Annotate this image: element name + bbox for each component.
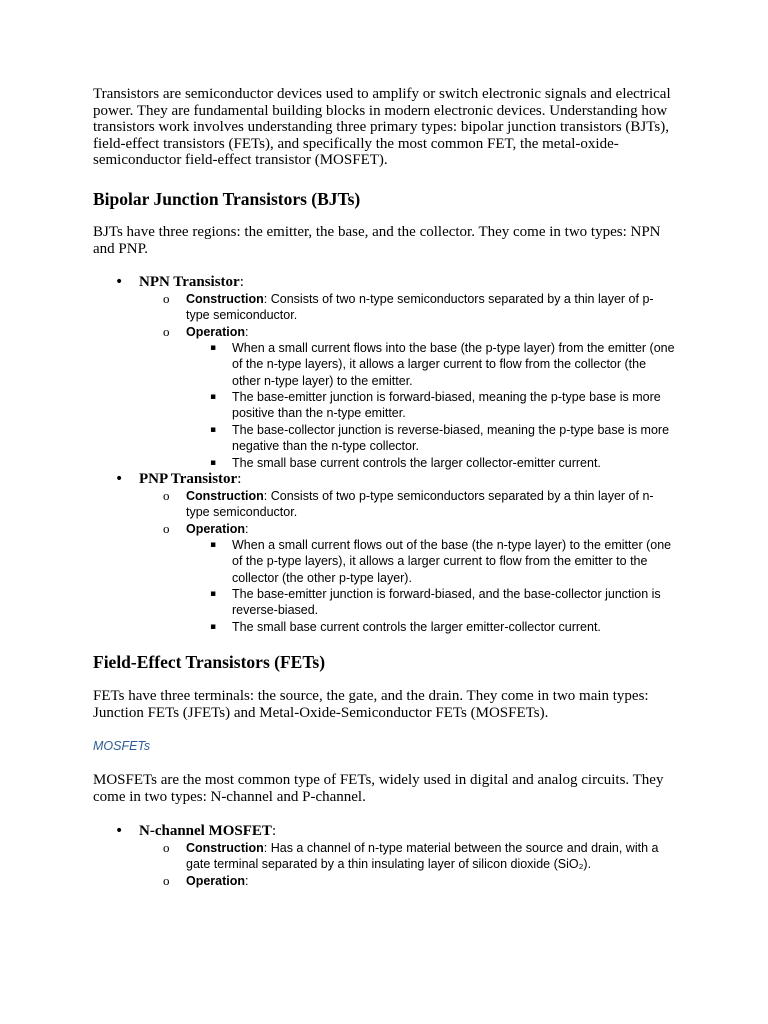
nchannel-title: N-channel MOSFET bbox=[139, 823, 272, 839]
nchannel-construction-item: Construction: Has a channel of n-type material between the source and drain, with a gate terminal separated by a thin insulating layer of silicon dioxide (SiO₂). bbox=[186, 841, 659, 872]
construction-label: Construction bbox=[186, 292, 264, 306]
npn-operation-bullet: When a small current flows into the base (the p-type layer) from the emitter (one of the n-type layers), it allows a larger current to flow from the collector (the other n-type layer) to the emitter. bbox=[232, 341, 675, 388]
pnp-title-item: PNP Transistor: bbox=[139, 471, 242, 487]
nchannel-title-item: N-channel MOSFET: bbox=[139, 823, 277, 839]
pnp-title: PNP Transistor bbox=[139, 471, 238, 487]
bullet-level3: ▪ bbox=[210, 343, 217, 353]
bullet-level3: ▪ bbox=[210, 622, 217, 632]
pnp-construction-text: Consists of two p-type semiconductors separated by a thin layer of n-type semiconductor. bbox=[186, 489, 654, 520]
construction-label: Construction bbox=[186, 489, 264, 503]
npn-title: NPN Transistor bbox=[139, 274, 240, 290]
bullet-level3: ▪ bbox=[210, 540, 217, 550]
bullet-level1: • bbox=[115, 823, 124, 839]
fet-heading: Field-Effect Transistors (FETs) bbox=[93, 652, 326, 672]
operation-label: Operation bbox=[186, 874, 246, 888]
bullet-level2: o bbox=[163, 840, 170, 855]
bullet-level3: ▪ bbox=[210, 392, 217, 402]
pnp-operation-bullet: The base-emitter junction is forward-biased, and the base-collector junction is reverse-biased. bbox=[232, 587, 661, 618]
pnp-operation-item: Operation: bbox=[186, 522, 249, 536]
bjt-heading: Bipolar Junction Transistors (BJTs) bbox=[93, 189, 361, 209]
bullet-level2: o bbox=[163, 324, 170, 339]
npn-operation-item: Operation: bbox=[186, 325, 249, 339]
bullet-level3: ▪ bbox=[210, 589, 217, 599]
bullet-level2: o bbox=[163, 291, 170, 306]
pnp-operation-bullet: The small base current controls the larger emitter-collector current. bbox=[232, 620, 601, 634]
npn-title-item: NPN Transistor: bbox=[139, 274, 244, 290]
operation-label: Operation bbox=[186, 522, 246, 536]
bullet-level2: o bbox=[163, 873, 170, 888]
npn-construction-item: Construction: Consists of two n-type semiconductors separated by a thin layer of p-type semiconductor. bbox=[186, 292, 654, 323]
npn-construction-text: Consists of two n-type semiconductors separated by a thin layer of p-type semiconductor. bbox=[186, 292, 654, 323]
npn-operation-bullet: The small base current controls the larger collector-emitter current. bbox=[232, 456, 601, 470]
pnp-operation-bullet: When a small current flows out of the base (the n-type layer) to the emitter (one of the p-type layers), it allows a larger current to flow from the emitter to the collector (the other p-type layer). bbox=[232, 538, 672, 585]
mosfet-subheading: MOSFETs bbox=[93, 739, 151, 753]
mosfet-intro-paragraph: MOSFETs are the most common type of FETs, widely used in digital and analog circuits. They come in two types: N-channel and P-channel. bbox=[93, 772, 664, 805]
bullet-level1: • bbox=[115, 274, 124, 290]
npn-operation-bullet: The base-collector junction is reverse-biased, meaning the p-type base is more negative than the n-type collector. bbox=[232, 423, 670, 454]
npn-operation-bullet: The base-emitter junction is forward-biased, meaning the p-type base is more positive than the n-type emitter. bbox=[232, 390, 661, 421]
bullet-level1: • bbox=[115, 471, 124, 487]
bullet-level3: ▪ bbox=[210, 458, 217, 468]
intro-paragraph: Transistors are semiconductor devices used to amplify or switch electronic signals and electrical power. They are fundamental building blocks in modern electronic devices. Understanding how transistors work involves understanding three primary types: bipolar junction transistors (BJTs), field-effect transistors (FETs), and specifically the most common FET, the metal-oxide-semiconductor field-effect transistor (MOSFET). bbox=[93, 86, 671, 169]
bullet-level2: o bbox=[163, 488, 170, 503]
pnp-construction-item: Construction: Consists of two p-type semiconductors separated by a thin layer of n-type semiconductor. bbox=[186, 489, 654, 520]
bullet-level2: o bbox=[163, 521, 170, 536]
fet-intro-paragraph: FETs have three terminals: the source, the gate, and the drain. They come in two main types: Junction FETs (JFETs) and Metal-Oxide-Semiconductor FETs (MOSFETs). bbox=[93, 688, 649, 721]
nchannel-construction-text: Has a channel of n-type material between the source and drain, with a gate terminal separated by a thin insulating layer of silicon dioxide (SiO₂). bbox=[186, 841, 659, 872]
bullet-level3: ▪ bbox=[210, 425, 217, 435]
nchannel-operation-item: Operation: bbox=[186, 874, 249, 888]
bjt-intro-paragraph: BJTs have three regions: the emitter, the base, and the collector. They come in two types: NPN and PNP. bbox=[93, 224, 661, 257]
operation-label: Operation bbox=[186, 325, 246, 339]
construction-label: Construction bbox=[186, 841, 264, 855]
